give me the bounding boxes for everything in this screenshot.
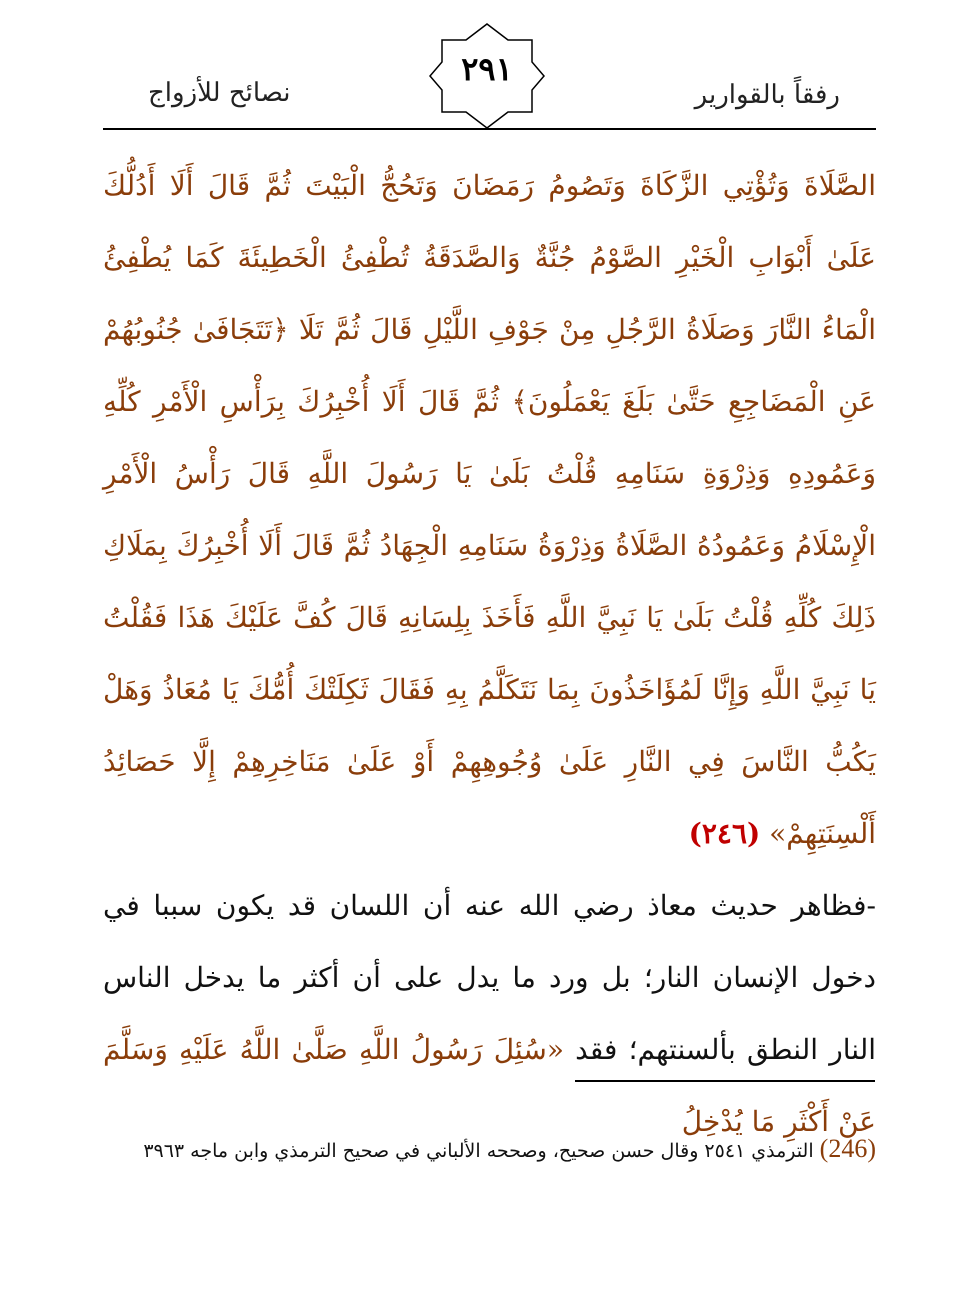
hadith-quote: «سُئِلَ رَسُولُ اللَّهِ صَلَّىٰ اللَّهُ عَلَيْهِ وَسَلَّمَ عَنْ أَكْثَرِ مَا يُدْخِلُ xyxy=(103,1033,876,1138)
book-title: رفقاً بالقوارير xyxy=(694,80,840,110)
main-text xyxy=(103,150,876,1158)
footnote xyxy=(103,1125,876,1175)
footnote-text: الترمذي ٢٥٤١ وقال حسن صحيح، وصححه الألباني في صحيح الترمذي وابن ماجه ٣٩٦٣ xyxy=(143,1140,814,1162)
commentary-text: -فظاهر حديث معاذ رضي الله عنه أن اللسان قد يكون سببا في دخول الإنسان النار؛ بل ورد ما يدل على أن أكثر ما يدخل الناس النار النطق بألسنتهم؛ فقد xyxy=(103,889,877,1066)
page-header xyxy=(0,0,980,135)
book-section-title: نصائح للأزواج xyxy=(148,78,291,108)
page-number-badge xyxy=(428,22,546,130)
footnote-divider xyxy=(575,1080,875,1082)
header-divider xyxy=(103,128,876,130)
hadith-text: الصَّلَاةَ وَتُؤْتِي الزَّكَاةَ وَتَصُومُ رَمَضَانَ وَتَحُجُّ الْبَيْتَ ثُمَّ قَالَ أَلَا أَدُلُّكَ عَلَىٰ أَبْوَابِ الْخَيْرِ الصَّوْمُ جُنَّةٌ وَالصَّدَقَةُ تُطْفِئُ الْخَطِيئَةَ كَمَا يُطْفِئُ الْمَاءُ النَّارَ وَصَلَاةُ الرَّجُلِ مِنْ جَوْفِ اللَّيْلِ قَالَ ثُمَّ تَلَا ﴿تَتَجَافَىٰ جُنُوبُهُمْ عَنِ الْمَضَاجِعِ حَتَّىٰ بَلَغَ يَعْمَلُونَ﴾ ثُمَّ قَالَ أَلَا أُخْبِرُكَ بِرَأْسِ الْأَمْرِ كُلِّهِ وَعَمُودِهِ وَذِرْوَةِ سَنَامِهِ قُلْتُ بَلَىٰ يَا رَسُولَ اللَّهِ قَالَ رَأْسُ الْأَمْرِ الْإِسْلَامُ وَعَمُودُهُ الصَّلَاةُ وَذِرْوَةُ سَنَامِهِ الْجِهَادُ ثُمَّ قَالَ أَلَا أُخْبِرُكَ بِمَلَاكِ ذَلِكَ كُلِّهِ قُلْتُ بَلَىٰ يَا نَبِيَّ اللَّهِ فَأَخَذَ بِلِسَانِهِ قَالَ كُفَّ عَلَيْكَ هَذَا فَقُلْتُ يَا نَبِيَّ اللَّهِ وَإِنَّا لَمُؤَاخَذُونَ بِمَا نَتَكَلَّمُ بِهِ فَقَالَ ثَكِلَتْكَ أُمُّكَ يَا مُعَاذُ وَهَلْ يَكُبُّ النَّاسَ فِي النَّارِ عَلَىٰ وُجُوهِهِمْ أَوْ عَلَىٰ مَنَاخِرِهِمْ إِلَّا حَصَائِدُ أَلْسِنَتِهِمْ» xyxy=(103,169,876,850)
footnote-marker: (246) xyxy=(819,1134,876,1163)
footnote-reference[interactable]: (٢٤٦) xyxy=(688,817,761,850)
page-number: ٢٩١ xyxy=(461,50,513,88)
